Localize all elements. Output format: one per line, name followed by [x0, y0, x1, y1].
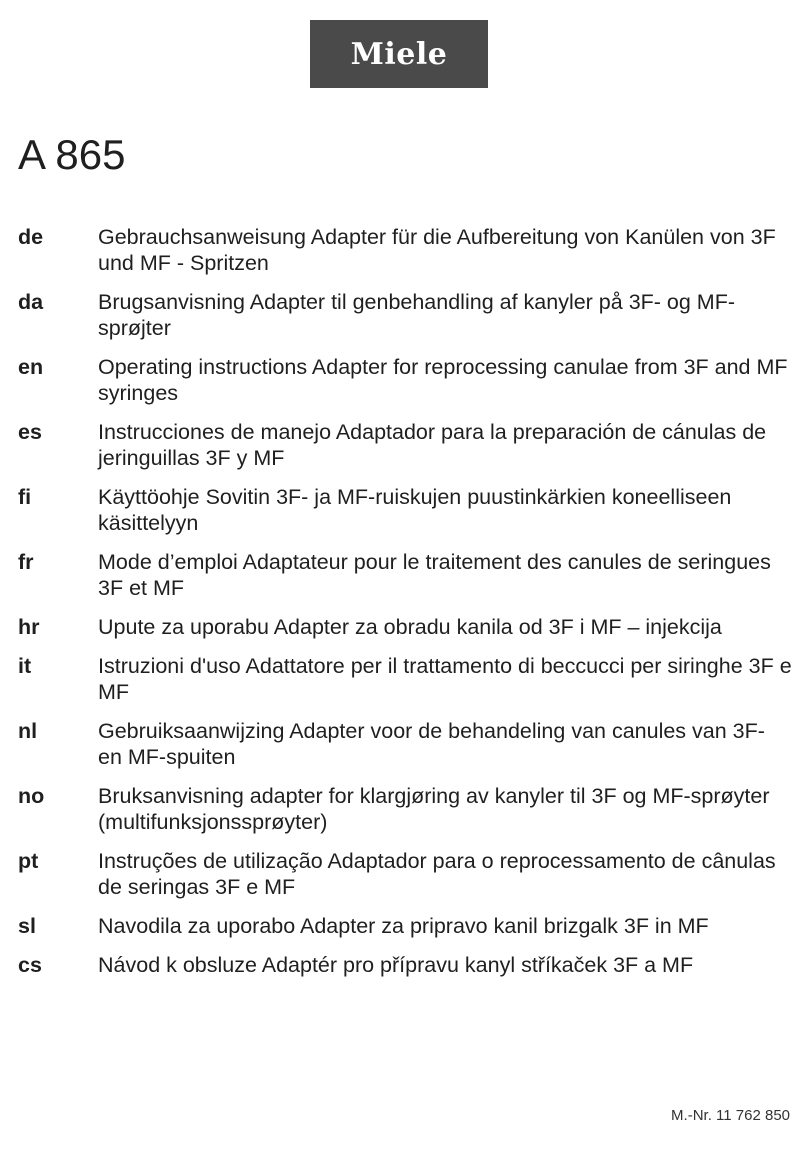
language-code: it	[18, 654, 32, 678]
language-description: Instruções de utilização Adaptador para o reprocessamento de cânulas de seringas 3F e MF	[98, 849, 776, 899]
language-description: Gebruiksaanwijzing Adapter voor de behandeling van canules van 3F- en MF-spuiten	[98, 719, 765, 769]
language-code: fi	[18, 485, 32, 509]
language-description: Mode d’emploi Adaptateur pour le traitement des canules de seringues 3F et MF	[98, 550, 771, 600]
brand-logo-text: Miele	[350, 36, 448, 72]
language-row-no	[18, 783, 793, 835]
language-description: Operating instructions Adapter for reprocessing canulae from 3F and MF syringes	[98, 355, 788, 405]
brand-logo	[310, 20, 488, 88]
language-code: fr	[18, 550, 34, 574]
language-code: de	[18, 225, 44, 249]
material-number: M.-Nr. 11 762 850	[671, 1107, 790, 1124]
language-description: Brugsanvisning Adapter til genbehandling af kanyler på 3F- og MF-sprøjter	[98, 290, 736, 340]
language-description: Istruzioni d'uso Adattatore per il trattamento di beccucci per siringhe 3F e MF	[98, 654, 792, 704]
language-row-da	[18, 289, 793, 341]
model-title: A 865	[18, 131, 126, 178]
language-row-it	[18, 653, 793, 705]
language-description: Gebrauchsanweisung Adapter für die Aufbereitung von Kanülen von 3F und MF - Spritzen	[98, 225, 776, 275]
language-description: Instrucciones de manejo Adaptador para la preparación de cánulas de jeringuillas 3F y MF	[98, 420, 767, 470]
language-description: Käyttöohje Sovitin 3F- ja MF-ruiskujen puustinkärkien koneelliseen käsittelyyn	[98, 485, 732, 535]
language-description: Návod k obsluze Adaptér pro přípravu kanyl stříkaček 3F a MF	[98, 953, 694, 977]
language-code: sl	[18, 914, 36, 938]
language-row-hr	[18, 614, 793, 640]
language-code: no	[18, 784, 45, 808]
language-row-pt	[18, 848, 793, 900]
language-code: hr	[18, 615, 40, 639]
language-row-cs	[18, 952, 793, 978]
language-code: cs	[18, 953, 42, 977]
language-description: Upute za uporabu Adapter za obradu kanila od 3F i MF – injekcija	[98, 615, 722, 639]
language-description: Navodila za uporabo Adapter za pripravo kanil brizgalk 3F in MF	[98, 914, 709, 938]
language-code: es	[18, 420, 42, 444]
language-row-sl	[18, 913, 793, 939]
language-code: nl	[18, 719, 38, 743]
language-code: pt	[18, 849, 39, 873]
language-row-fr	[18, 549, 793, 601]
language-row-nl	[18, 718, 793, 770]
language-row-fi	[18, 484, 793, 536]
language-row-es	[18, 419, 793, 471]
language-description: Bruksanvisning adapter for klargjøring av kanyler til 3F og MF-sprøyter (multifunksjonssprøyter)	[98, 784, 770, 834]
language-list	[18, 224, 793, 977]
language-code: da	[18, 290, 44, 314]
language-row-de	[18, 224, 793, 276]
language-code: en	[18, 355, 44, 379]
language-row-en	[18, 354, 793, 406]
